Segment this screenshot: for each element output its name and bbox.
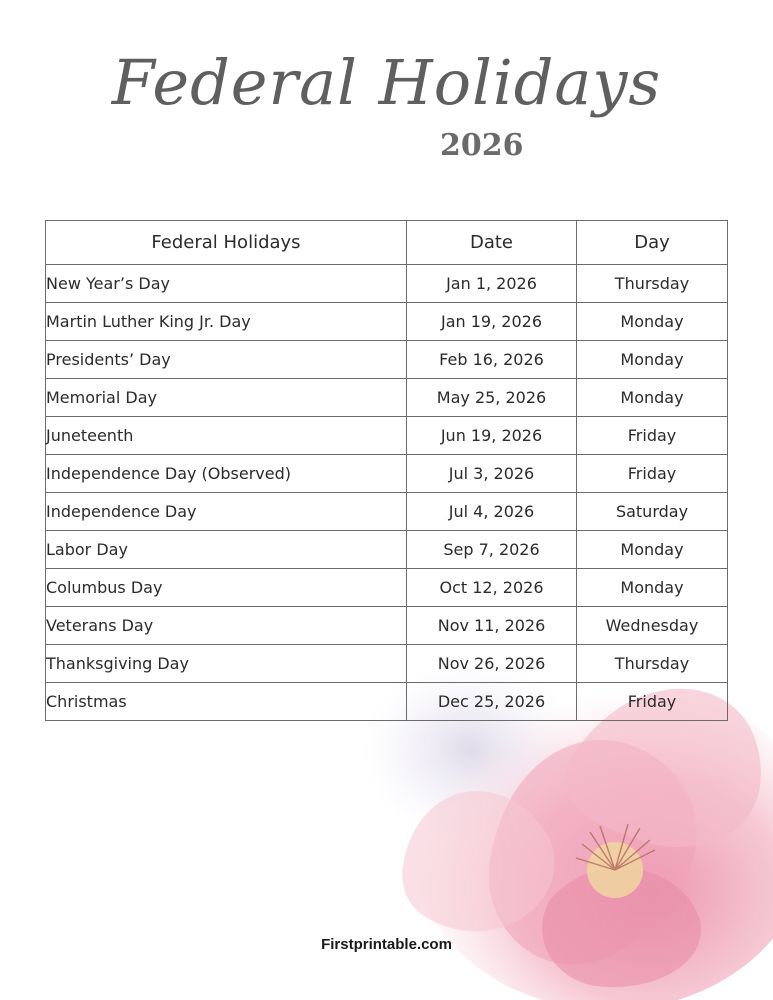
holiday-date-cell: Feb 16, 2026 [407,341,577,379]
table-row [46,607,728,645]
column-header-holiday: Federal Holidays [46,221,407,265]
holiday-date-cell: Jan 19, 2026 [407,303,577,341]
holiday-date-cell: Jan 1, 2026 [407,265,577,303]
page-title: Federal Holidays [111,46,662,119]
holiday-name-cell: Labor Day [46,531,407,569]
column-header-day: Day [577,221,728,265]
table-row [46,379,728,417]
holiday-date-cell: Jul 3, 2026 [407,455,577,493]
holiday-day-cell: Monday [577,303,728,341]
table-row [46,303,728,341]
holiday-day-cell: Wednesday [577,607,728,645]
year-label: 2026 [440,128,524,163]
holiday-name-cell: Martin Luther King Jr. Day [46,303,407,341]
table-row [46,493,728,531]
holiday-day-cell: Friday [577,417,728,455]
footer-brand: Firstprintable.com [321,936,452,953]
holiday-name-cell: Juneteenth [46,417,407,455]
holidays-table [45,220,728,721]
holiday-name-cell: Thanksgiving Day [46,645,407,683]
table-header-row [46,221,728,265]
holiday-name-cell: Memorial Day [46,379,407,417]
holiday-day-cell: Thursday [577,645,728,683]
holiday-day-cell: Friday [577,455,728,493]
holiday-day-cell: Thursday [577,265,728,303]
table-row [46,683,728,721]
table-row [46,265,728,303]
table-row [46,645,728,683]
holiday-date-cell: Jun 19, 2026 [407,417,577,455]
holiday-day-cell: Saturday [577,493,728,531]
holiday-name-cell: Columbus Day [46,569,407,607]
holiday-day-cell: Monday [577,341,728,379]
holiday-day-cell: Monday [577,531,728,569]
holiday-date-cell: Jul 4, 2026 [407,493,577,531]
holiday-name-cell: Christmas [46,683,407,721]
table-row [46,531,728,569]
holiday-day-cell: Friday [577,683,728,721]
holiday-name-cell: Veterans Day [46,607,407,645]
column-header-date: Date [407,221,577,265]
holiday-day-cell: Monday [577,569,728,607]
table-row [46,341,728,379]
holiday-date-cell: May 25, 2026 [407,379,577,417]
holiday-name-cell: New Year’s Day [46,265,407,303]
table-row [46,569,728,607]
table-row [46,455,728,493]
table-row [46,417,728,455]
holiday-date-cell: Nov 26, 2026 [407,645,577,683]
holiday-date-cell: Oct 12, 2026 [407,569,577,607]
holiday-name-cell: Independence Day (Observed) [46,455,407,493]
holiday-name-cell: Presidents’ Day [46,341,407,379]
holiday-name-cell: Independence Day [46,493,407,531]
holiday-day-cell: Monday [577,379,728,417]
holiday-date-cell: Dec 25, 2026 [407,683,577,721]
holiday-date-cell: Sep 7, 2026 [407,531,577,569]
holiday-date-cell: Nov 11, 2026 [407,607,577,645]
